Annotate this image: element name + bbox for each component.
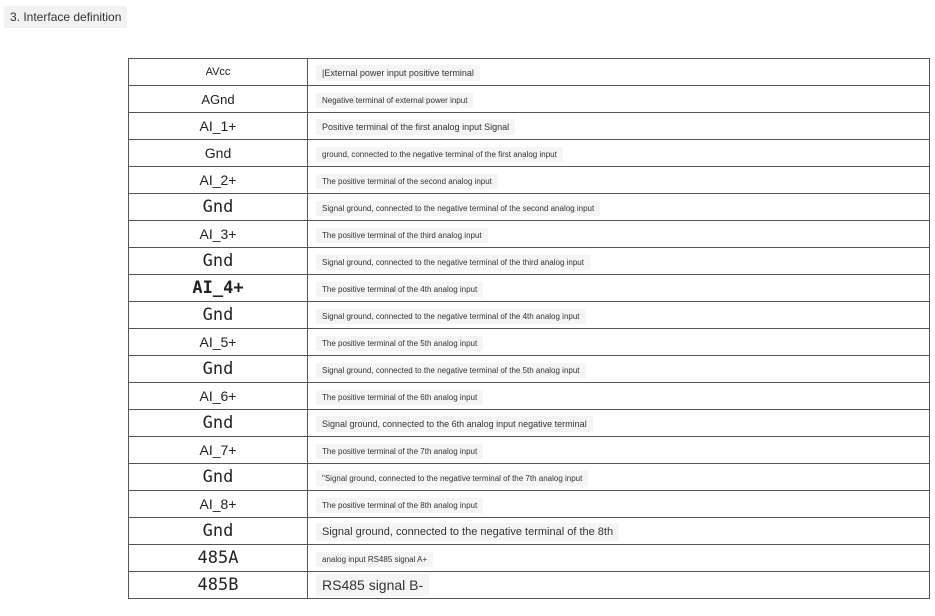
description-cell (308, 572, 930, 599)
description-cell (308, 491, 930, 518)
description-cell (308, 221, 930, 248)
table-row (129, 464, 930, 491)
description-text: Negative terminal of external power input (316, 93, 473, 108)
description-cell (308, 383, 930, 410)
description-text: Positive terminal of the first analog input Signal (316, 119, 515, 135)
description-cell (308, 329, 930, 356)
description-cell (308, 518, 930, 545)
pin-name-cell: Gnd (129, 194, 308, 221)
pin-name-cell: AI_2+ (129, 167, 308, 194)
description-cell (308, 464, 930, 491)
table-row (129, 194, 930, 221)
description-text: Signal ground, connected to the negative terminal of the 8th (316, 523, 619, 541)
pin-name-cell: AI_5+ (129, 329, 308, 356)
description-text: RS485 signal B- (316, 574, 429, 596)
table-row (129, 221, 930, 248)
table-row (129, 545, 930, 572)
pin-name-cell: Gnd (129, 464, 308, 491)
description-text: analog input RS485 signal A+ (316, 552, 433, 567)
pin-name-cell: Gnd (129, 410, 308, 437)
table-row (129, 167, 930, 194)
table-row (129, 329, 930, 356)
table-row (129, 275, 930, 302)
table-row (129, 356, 930, 383)
table-row (129, 86, 930, 113)
description-cell (308, 59, 930, 86)
pin-name-cell: AI_8+ (129, 491, 308, 518)
description-text: The positive terminal of the second analog input (316, 174, 498, 189)
pin-name-cell: AI_6+ (129, 383, 308, 410)
table-row (129, 140, 930, 167)
pin-name-cell: AI_4+ (129, 275, 308, 302)
description-text: The positive terminal of the 6th analog input (316, 390, 483, 405)
pin-name-cell: AVcc (129, 59, 308, 86)
table-row (129, 491, 930, 518)
pin-name-cell: 485A (129, 545, 308, 572)
description-text: Signal ground, connected to the 6th analog input negative terminal (316, 416, 593, 432)
pin-name-cell: 485B (129, 572, 308, 599)
table-row (129, 518, 930, 545)
description-cell (308, 356, 930, 383)
pin-name-cell: Gnd (129, 140, 308, 167)
description-cell (308, 410, 930, 437)
description-text: "Signal ground, connected to the negative terminal of the 7th analog input (316, 471, 588, 486)
description-text: The positive terminal of the 7th analog input (316, 444, 483, 459)
description-cell (308, 302, 930, 329)
description-cell (308, 545, 930, 572)
table-row (129, 113, 930, 140)
description-cell (308, 194, 930, 221)
table-row (129, 410, 930, 437)
section-heading: 3. Interface definition (4, 6, 127, 28)
table-row (129, 572, 930, 599)
pin-name-cell: AGnd (129, 86, 308, 113)
pin-name-cell: Gnd (129, 356, 308, 383)
table-row (129, 59, 930, 86)
description-cell (308, 86, 930, 113)
description-text: The positive terminal of the 5th analog input (316, 336, 483, 351)
description-cell (308, 167, 930, 194)
description-cell (308, 437, 930, 464)
description-cell (308, 113, 930, 140)
table-row (129, 383, 930, 410)
description-cell (308, 275, 930, 302)
table-row (129, 302, 930, 329)
description-text: Signal ground, connected to the negative terminal of the second analog input (316, 201, 600, 216)
pin-name-cell: Gnd (129, 302, 308, 329)
description-text: Signal ground, connected to the negative terminal of the third analog input (316, 255, 590, 270)
pin-name-cell: AI_7+ (129, 437, 308, 464)
description-text: The positive terminal of the 8th analog input (316, 498, 483, 513)
description-text: Signal ground, connected to the negative terminal of the 4th analog input (316, 309, 586, 324)
description-text: ground, connected to the negative terminal of the first analog input (316, 147, 563, 162)
pin-name-cell: Gnd (129, 518, 308, 545)
table-row (129, 437, 930, 464)
pin-name-cell: AI_3+ (129, 221, 308, 248)
description-text: The positive terminal of the third analog input (316, 228, 488, 243)
table-row (129, 248, 930, 275)
description-text: The positive terminal of the 4th analog input (316, 282, 483, 297)
interface-definition-table (128, 58, 930, 599)
description-cell (308, 140, 930, 167)
pin-name-cell: Gnd (129, 248, 308, 275)
description-text: Signal ground, connected to the negative terminal of the 5th analog input (316, 363, 586, 378)
pin-name-cell: AI_1+ (129, 113, 308, 140)
description-text: |External power input positive terminal (316, 65, 480, 81)
description-cell (308, 248, 930, 275)
